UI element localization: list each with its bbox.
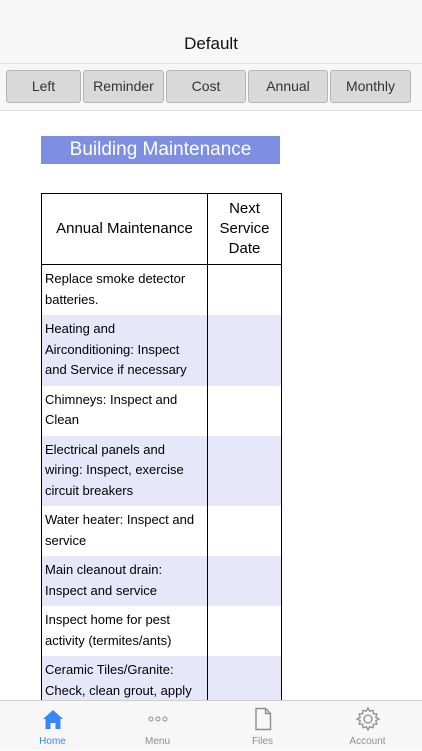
segment-monthly-button[interactable]: Monthly	[330, 70, 411, 103]
page-title: Default	[184, 34, 238, 53]
task-cell: Main cleanout drain: Inspect and service	[42, 556, 208, 606]
tab-label: Account	[349, 736, 386, 747]
segment-annual-button[interactable]: Annual	[248, 70, 328, 103]
tab-menu[interactable]	[105, 701, 210, 751]
column-header-task: Annual Maintenance	[42, 194, 208, 265]
table-row[interactable]	[42, 265, 282, 316]
section-title: Building Maintenance	[41, 136, 280, 164]
table-row[interactable]	[42, 506, 282, 556]
gear-icon	[355, 706, 381, 732]
tab-files[interactable]	[210, 701, 315, 751]
tab-bar	[0, 700, 422, 750]
task-cell: Heating and Airconditioning: Inspect and Service if necessary	[42, 315, 208, 386]
home-icon	[40, 706, 66, 732]
table-row[interactable]	[42, 386, 282, 436]
task-cell: Ceramic Tiles/Granite: Check, clean grout, apply	[42, 656, 208, 727]
tab-account[interactable]	[315, 701, 420, 751]
task-cell: Electrical panels and wiring: Inspect, exercise circuit breakers	[42, 436, 208, 507]
next-service-cell[interactable]	[208, 265, 282, 316]
file-icon	[250, 706, 276, 732]
task-cell: Water heater: Inspect and service	[42, 506, 208, 556]
table-row[interactable]	[42, 315, 282, 386]
navigation-bar	[0, 0, 422, 64]
tab-label: Home	[39, 736, 66, 747]
tab-label: Menu	[144, 736, 170, 747]
next-service-cell[interactable]	[208, 606, 282, 656]
table-row[interactable]	[42, 556, 282, 606]
task-cell: Replace smoke detector batteries.	[42, 265, 208, 316]
next-service-cell[interactable]	[208, 436, 282, 507]
tab-home[interactable]	[0, 701, 105, 751]
table-row[interactable]	[42, 436, 282, 507]
tab-label: Files	[251, 736, 274, 747]
task-cell: Chimneys: Inspect and Clean	[42, 386, 208, 436]
table-row[interactable]	[42, 606, 282, 656]
segmented-control	[0, 64, 422, 111]
segment-cost-button[interactable]: Cost	[166, 70, 246, 103]
ellipsis-icon	[145, 706, 171, 732]
task-cell: Inspect home for pest activity (termites/ants)	[42, 606, 208, 656]
next-service-cell[interactable]	[208, 315, 282, 386]
next-service-cell[interactable]	[208, 556, 282, 606]
content-area[interactable]	[0, 112, 422, 700]
segment-reminder-button[interactable]: Reminder	[83, 70, 164, 103]
segment-left-button[interactable]: Left	[6, 70, 81, 103]
next-service-cell[interactable]	[208, 386, 282, 436]
maintenance-table	[41, 193, 282, 728]
next-service-cell[interactable]	[208, 506, 282, 556]
column-header-next-service: Next Service Date	[208, 194, 282, 265]
